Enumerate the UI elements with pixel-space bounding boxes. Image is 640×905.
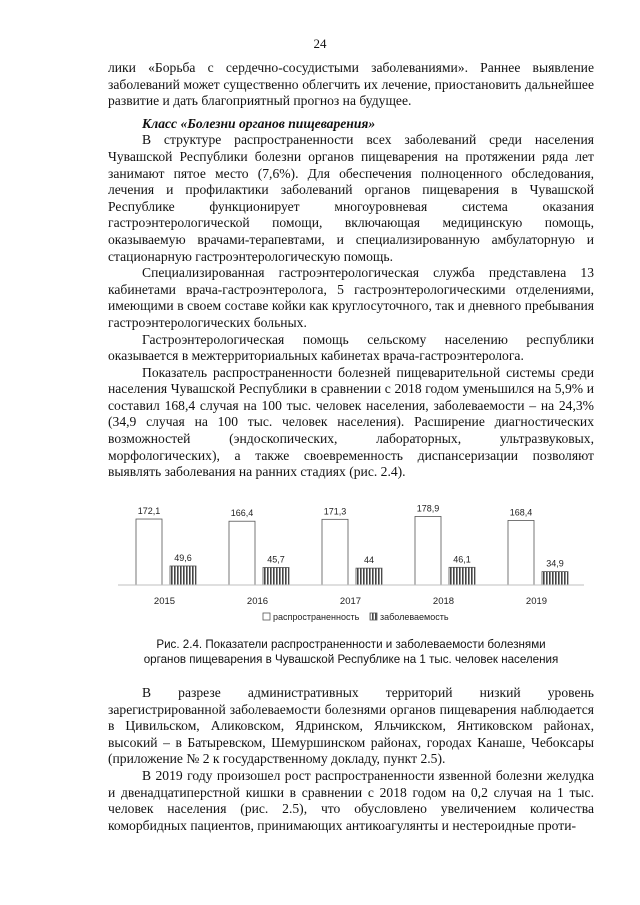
label-incidence-2019: 34,9 [546,558,564,569]
label-incidence-2016: 45,7 [267,554,285,565]
bar-incidence-2019 [542,572,568,585]
label-incidence-2017: 44 [363,555,375,566]
label-prevalence-2015: 172,1 [137,506,161,517]
paragraph-territories: В разрезе административных территорий низкий уровень зарегистрированной заболеваемости болезнями органов пищеварения наблюдается в Цивильском, Аликовском, Ядринском, Яльчикском, Янтиковском районах, высокий – в Батыревском, Шемуршинском районах, городах Канаше, Чебоксары (приложение № 2 к государственному докладу, пункт 2.5). [108,685,594,767]
label-prevalence-2019: 168,4 [509,507,533,518]
label-prevalence-2018: 178,9 [416,503,440,514]
legend-label-incidence: заболеваемость [380,612,449,622]
paragraph-indicator: Показатель распространенности болезней пищеварительной системы среди населения Чувашской Республики в сравнении с 2018 годом уменьшился на 5,9% и составил 168,4 случая на 100 тыс. человек населения, заболеваемости – на 24,3% (34,9 случая на 100 тыс. человек населения). Расширение диагностических возможностей (эндоскопических, лабораторных, ультразвуковых, морфологических), а также своевременность диспансеризации позволяют выявлять заболевания на ранних стадиях (рис. 2.4). [108,364,594,480]
label-prevalence-2016: 166,4 [230,508,254,519]
page-number: 24 [313,36,327,51]
legend-swatch-incidence [370,613,377,620]
section-heading: Класс «Болезни органов пищеварения» [142,115,376,131]
legend-swatch-prevalence [263,613,270,620]
label-incidence-2018: 46,1 [453,554,471,565]
figure-caption-line-1: Рис. 2.4. Показатели распространенности и заболеваемости болезнями [156,638,546,651]
bar-incidence-2016 [263,567,289,585]
paragraph-structure: В структуре распространенности всех заболеваний среди населения Чувашской Республики болезни органов пищеварения на протяжении ряда лет занимают пятое место (7,6%). Для обеспечения полноценного обследования, лечения и профилактики заболеваний органов пищеварения в Чувашской Республике функционирует многоуровневая система оказания гастроэнтерологической помощи, включающая медицинскую помощь, оказываемую врачами-терапевтами, и специализированную амбулаторную и стационарную гастроэнтерологическую помощь. [108,132,594,264]
legend-label-prevalence: распространенность [273,612,360,622]
bar-incidence-2017 [356,568,382,585]
label-incidence-2015: 49,6 [174,552,192,563]
x-tick-2015: 2015 [153,596,176,607]
x-tick-2019: 2019 [525,596,548,607]
bar-prevalence-2017 [322,519,348,585]
figure-caption [108,637,594,667]
bar-chart [108,494,594,630]
paragraph-rural-help: Гастроэнтерологическая помощь сельскому населению республики оказывается в межтерриториальных кабинетах врача-гастроэнтеролога. [108,331,594,364]
bar-prevalence-2018 [415,516,441,585]
paragraph-ulcer: В 2019 году произошел рост распространенности язвенной болезни желудка и двенадцатиперстной кишки в сравнении с 2018 годом на 0,2 случая на 1 тыс. человек населения (рис. 2.5), что обусловлено увеличением количества коморбидных пациентов, принимающих антикоагулянты и нестероидные проти- [108,767,594,833]
paragraph-service: Специализированная гастроэнтерологическая служба представлена 13 кабинетами врача-гастроэнтеролога, 5 гастроэнтерологическими отделениями, имеющими в своем составе койки как круглосуточного, так и дневного пребывания гастроэнтерологических больных. [108,265,594,330]
x-tick-2018: 2018 [432,596,455,607]
bar-incidence-2015 [170,566,196,585]
figure-caption-line-2: органов пищеварения в Чувашской Республике на 1 тыс. человек населения [143,653,559,666]
bar-prevalence-2016 [229,521,255,585]
text-block-top [108,60,594,481]
bar-prevalence-2015 [136,519,162,585]
label-prevalence-2017: 171,3 [323,506,347,517]
x-tick-2017: 2017 [339,596,362,607]
x-tick-2016: 2016 [246,596,269,607]
bar-incidence-2018 [449,567,475,585]
text-block-bottom [108,685,594,834]
bar-prevalence-2019 [508,520,534,585]
paragraph-intro-continuation: лики «Борьба с сердечно-сосудистыми заболеваниями». Раннее выявление заболеваний может существенно облегчить их лечение, приостановить дальнейшее развитие и дать благоприятный прогноз на будущее. [108,60,594,109]
